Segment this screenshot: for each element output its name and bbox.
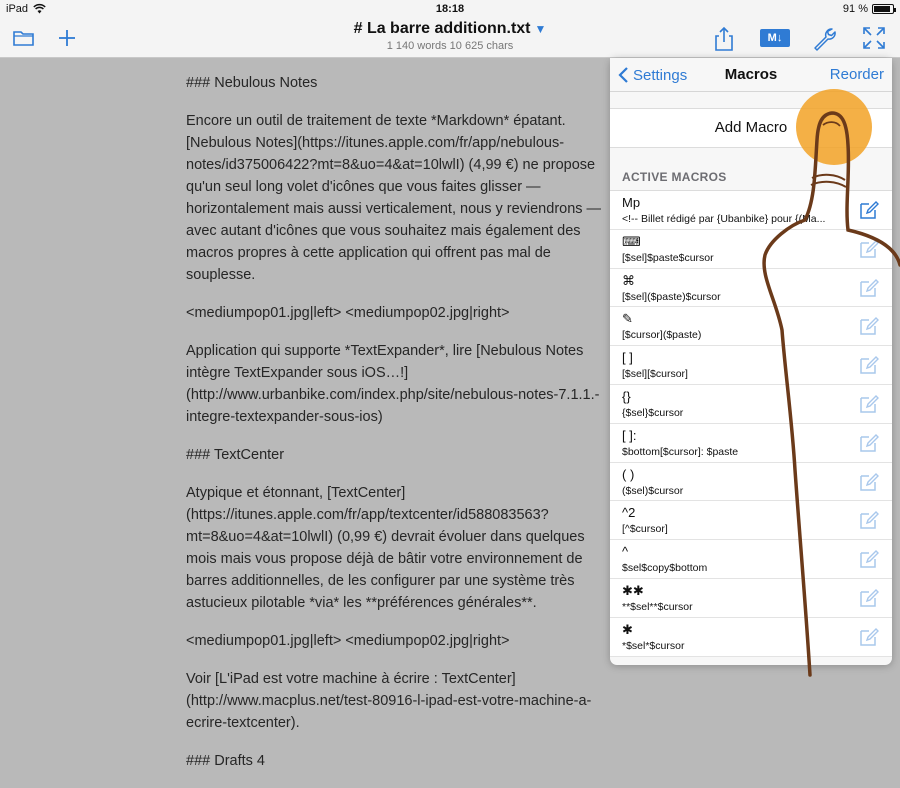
- macro-title: [ ]: [622, 350, 633, 366]
- macro-title: ^: [622, 544, 629, 560]
- macro-title: {}: [622, 388, 631, 404]
- editor-text-area[interactable]: [186, 72, 616, 788]
- macro-row[interactable]: [610, 346, 892, 385]
- wrench-icon[interactable]: [812, 26, 836, 50]
- edit-icon[interactable]: [858, 472, 880, 492]
- macro-code: [^$cursor]: [622, 523, 668, 536]
- macro-title: ✎: [622, 311, 633, 327]
- edit-icon[interactable]: [858, 316, 880, 336]
- macro-code: [$sel]$paste$cursor: [622, 251, 714, 264]
- edit-icon[interactable]: [858, 239, 880, 259]
- macro-row[interactable]: [610, 269, 892, 308]
- document-title-text: # La barre additionn.txt: [353, 20, 531, 37]
- editor-paragraph: Voir [L'iPad est votre machine à écrire : TextCenter](http://www.macplus.net/test-80916-l-ipad-est-votre-machine-a-ecrire-textcenter).: [186, 671, 592, 731]
- macro-row[interactable]: [610, 307, 892, 346]
- macro-code: $sel$copy$bottom: [622, 562, 708, 575]
- macro-row[interactable]: [610, 501, 892, 540]
- macro-code: [$sel][$cursor]: [622, 368, 688, 381]
- macro-row[interactable]: [610, 424, 892, 463]
- document-stats: 1 140 words 10 625 chars: [386, 40, 514, 52]
- macro-row[interactable]: [610, 191, 892, 230]
- macro-title: ⌘: [622, 272, 635, 288]
- popover-title: Macros: [724, 66, 778, 83]
- editor-paragraph: Application qui supporte *TextExpander*, lire [Nebulous Notes intègre TextExpander sous iOS…!](http://www.urbanbike.com/index.php/site/nebulous-notes-7.1.1.-integre-textexpander-sous-ios): [186, 343, 600, 425]
- battery-icon: [872, 4, 894, 14]
- macro-code: [$cursor]($paste): [622, 329, 702, 342]
- macro-code: <!-- Billet rédigé par {Ubanbike} pour {(Ma...: [622, 213, 826, 225]
- reorder-button[interactable]: Reorder: [829, 66, 884, 83]
- macro-list: [610, 190, 892, 657]
- edit-icon[interactable]: [858, 278, 880, 298]
- macro-code: $bottom[$cursor]: $paste: [622, 445, 739, 458]
- edit-icon[interactable]: [858, 433, 880, 453]
- chevron-down-icon: ▼: [534, 22, 547, 36]
- macro-code: [$sel]($paste)$cursor: [622, 290, 721, 303]
- toolbar: [0, 18, 900, 58]
- editor-paragraph: ### TextCenter: [186, 447, 285, 463]
- edit-icon[interactable]: [858, 627, 880, 647]
- popover-nav-bar: [610, 58, 892, 92]
- edit-icon[interactable]: [858, 394, 880, 414]
- status-bar: [0, 0, 900, 18]
- editor-paragraph: Atypique et étonnant, [TextCenter](https://itunes.apple.com/fr/app/textcenter/id588083563?mt=8&uo=4&at=10lwlI) (0,99 €) devrait évoluer dans quelques mois mais vous propose déjà de bâtir votre environnement de barres additionnelles, de les configurer par une système très astucieux pilotable *via* les **préférences générales**.: [186, 485, 585, 611]
- macro-title: ✱✱: [622, 582, 644, 598]
- edit-icon[interactable]: [858, 510, 880, 530]
- edit-icon[interactable]: [858, 588, 880, 608]
- editor-paragraph: <mediumpop01.jpg|left> <mediumpop02.jpg|right>: [186, 633, 510, 649]
- settings-back-label: Settings: [633, 66, 688, 84]
- macro-title: ( ): [622, 466, 635, 482]
- macro-title: Mp: [622, 195, 641, 210]
- macro-row[interactable]: [610, 618, 892, 657]
- macro-code: **$sel**$cursor: [622, 600, 693, 613]
- macro-title: ✱: [622, 621, 633, 637]
- edit-icon[interactable]: [858, 200, 880, 220]
- section-header: ACTIVE MACROS: [622, 170, 727, 184]
- editor-paragraph: ### Nebulous Notes: [186, 75, 318, 91]
- macro-code: {$sel}$cursor: [622, 406, 684, 419]
- macro-title: ⌨: [622, 233, 641, 249]
- status-time: 18:18: [435, 3, 465, 15]
- macro-title: [ ]:: [622, 427, 637, 443]
- device-name: iPad: [6, 3, 29, 15]
- macro-row[interactable]: [610, 230, 892, 269]
- macro-code: ($sel)$cursor: [622, 484, 684, 497]
- editor-paragraph: Encore un outil de traitement de texte *Markdown* épatant. [Nebulous Notes](https://itunes.apple.com/fr/app/nebulous-notes/id375006422?mt=8&uo=4&at=10lwlI) (4,99 €) ne propose qu'un seul long volet d'icônes que vous faites glisser — horizontalement mais aussi verticalement, nous y reviendrons — avec autant d'icônes que vous souhaitez mais également des macros propres à cette application qui offrent pas mal de souplesse.: [186, 113, 602, 283]
- macros-popover: [610, 58, 892, 665]
- add-macro-button[interactable]: Add Macro: [610, 108, 892, 148]
- editor-paragraph: <mediumpop01.jpg|left> <mediumpop02.jpg|right>: [186, 305, 510, 321]
- macro-row[interactable]: [610, 463, 892, 502]
- share-icon[interactable]: [712, 26, 736, 50]
- macro-code: *$sel*$cursor: [622, 639, 685, 652]
- edit-icon[interactable]: [858, 355, 880, 375]
- battery-percent: 91 %: [842, 3, 868, 15]
- macro-row[interactable]: [610, 540, 892, 579]
- edit-icon[interactable]: [858, 549, 880, 569]
- macro-title: ^2: [622, 505, 636, 521]
- macro-row[interactable]: [610, 579, 892, 618]
- editor-paragraph: ### Drafts 4: [186, 753, 265, 769]
- fullscreen-icon[interactable]: [862, 26, 886, 50]
- markdown-preview-button[interactable]: M↓: [760, 29, 790, 47]
- macro-row[interactable]: [610, 385, 892, 424]
